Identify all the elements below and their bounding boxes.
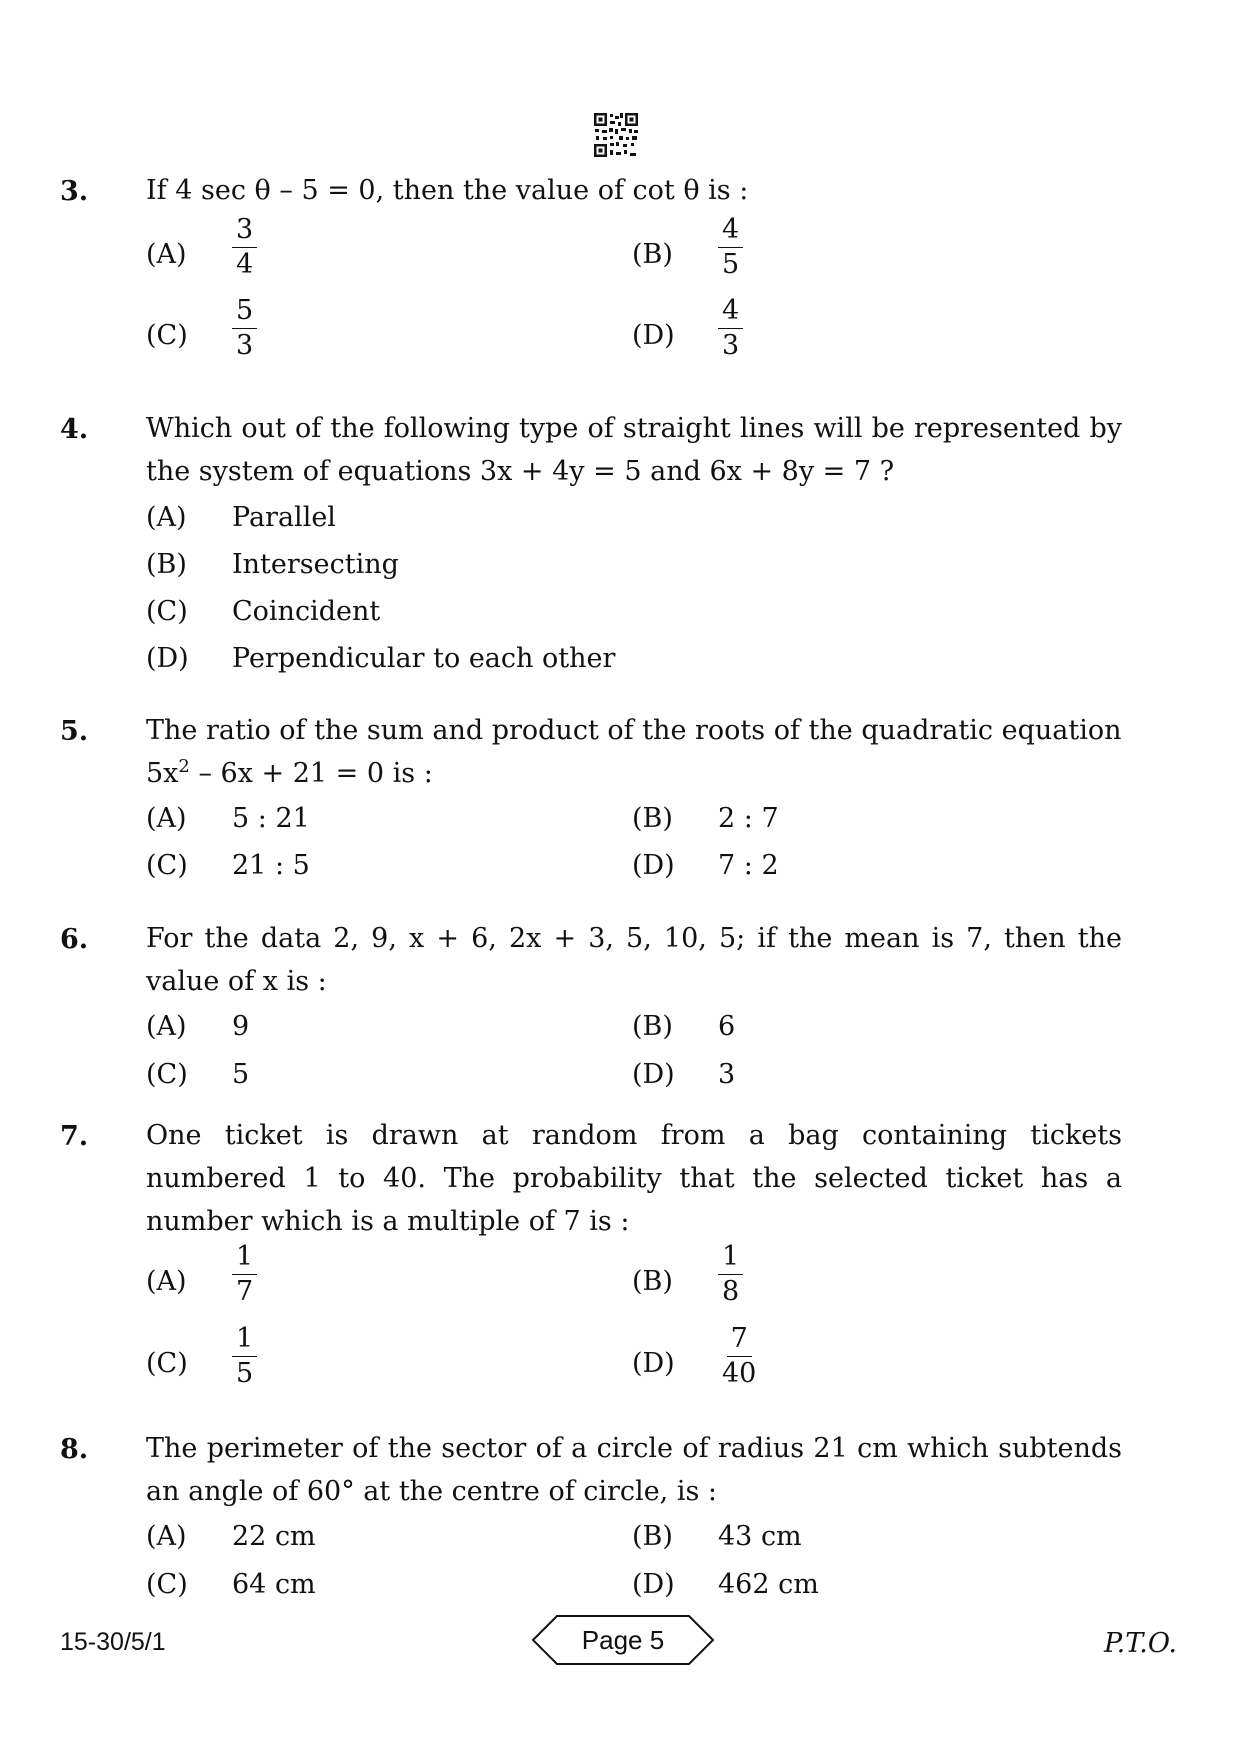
fraction: [718, 294, 743, 363]
option-value: Parallel: [232, 502, 336, 533]
option-value: 5 : 21: [232, 803, 310, 834]
fraction: [718, 1322, 760, 1391]
question-line: The ratio of the sum and product of the roots of the quadratic equation: [146, 715, 1122, 746]
denominator: 5: [722, 249, 740, 280]
question-number: 4.: [60, 414, 89, 445]
option-value: 21 : 5: [232, 850, 310, 881]
option-label: (C): [146, 1569, 188, 1600]
question-text: If 4 sec θ – 5 = 0, then the value of cot θ is :: [146, 175, 749, 206]
option-label: (C): [146, 320, 188, 351]
paper-code: 15-30/5/1: [60, 1628, 166, 1656]
please-turn-over: P.T.O.: [1103, 1628, 1177, 1659]
option-label: (B): [632, 239, 673, 270]
equation: [146, 758, 433, 789]
qr-code-icon: [593, 112, 639, 158]
option-label: (A): [146, 502, 187, 533]
question-number: 3.: [60, 176, 89, 207]
option-value: 6: [718, 1011, 736, 1042]
fraction: [232, 213, 257, 282]
denominator: 3: [236, 330, 254, 361]
numerator: 4: [718, 213, 743, 248]
numerator: 4: [718, 294, 743, 329]
option-label: (A): [146, 1521, 187, 1552]
option-label: (D): [146, 643, 189, 674]
question-number: 8.: [60, 1434, 89, 1465]
numerator: 5: [232, 294, 257, 329]
option-label: (D): [632, 320, 675, 351]
option-label: (A): [146, 239, 187, 270]
option-value: 3: [718, 1059, 736, 1090]
option-label: (B): [146, 549, 187, 580]
question-text: For the data 2, 9, x + 6, 2x + 3, 5, 10, 5; if the mean is 7, then the value of x is :: [146, 923, 1122, 997]
page-number: Page 5: [581, 1625, 665, 1655]
option-label: (B): [632, 1266, 673, 1297]
option-value: 22 cm: [232, 1521, 316, 1552]
denominator: 7: [236, 1276, 254, 1307]
exponent: 2: [178, 756, 190, 777]
option-value: Perpendicular to each other: [232, 643, 616, 674]
option-label: (A): [146, 803, 187, 834]
denominator: 4: [236, 249, 254, 280]
denominator: 5: [236, 1358, 254, 1389]
option-label: (A): [146, 1266, 187, 1297]
denominator: 40: [722, 1358, 757, 1389]
denominator: 8: [722, 1276, 740, 1307]
option-value: Coincident: [232, 596, 381, 627]
fraction: [232, 1322, 257, 1391]
numerator: 3: [232, 213, 257, 248]
option-label: (D): [632, 1348, 675, 1379]
option-value: 2 : 7: [718, 803, 779, 834]
option-value: Intersecting: [232, 549, 399, 580]
numerator: 7: [727, 1322, 752, 1357]
option-value: 9: [232, 1011, 250, 1042]
fraction: [718, 1240, 743, 1309]
option-label: (C): [146, 1059, 188, 1090]
question-text: The perimeter of the sector of a circle of radius 21 cm which subtends an angle of 60° at the centre of circle, is :: [146, 1433, 1122, 1507]
fraction: [718, 213, 743, 282]
option-value: 7 : 2: [718, 850, 779, 881]
question-text: One ticket is drawn at random from a bag containing tickets numbered 1 to 40. The probability that the selected ticket has a number which is a multiple of 7 is :: [146, 1120, 1122, 1237]
equation-part: – 6x + 21 = 0 is :: [189, 758, 433, 789]
denominator: 3: [722, 330, 740, 361]
option-label: (C): [146, 1348, 188, 1379]
option-label: (B): [632, 803, 673, 834]
question-text: [146, 709, 1122, 795]
numerator: 1: [718, 1240, 743, 1275]
numerator: 1: [232, 1240, 257, 1275]
option-label: (A): [146, 1011, 187, 1042]
option-label: (C): [146, 850, 188, 881]
option-value: 462 cm: [718, 1569, 819, 1600]
page-number-badge: [531, 1614, 715, 1666]
equation-part: 5x: [146, 758, 179, 789]
fraction: [232, 1240, 257, 1309]
question-number: 6.: [60, 924, 89, 955]
question-number: 5.: [60, 716, 89, 747]
option-label: (D): [632, 1059, 675, 1090]
option-label: (B): [632, 1521, 673, 1552]
question-number: 7.: [60, 1121, 89, 1152]
option-label: (D): [632, 850, 675, 881]
option-value: 5: [232, 1059, 250, 1090]
option-value: 64 cm: [232, 1569, 316, 1600]
option-label: (C): [146, 596, 188, 627]
option-label: (B): [632, 1011, 673, 1042]
numerator: 1: [232, 1322, 257, 1357]
option-value: 43 cm: [718, 1521, 802, 1552]
option-label: (D): [632, 1569, 675, 1600]
question-text: Which out of the following type of straight lines will be represented by the system of equations 3x + 4y = 5 and 6x + 8y = 7 ?: [146, 413, 1122, 487]
fraction: [232, 294, 257, 363]
